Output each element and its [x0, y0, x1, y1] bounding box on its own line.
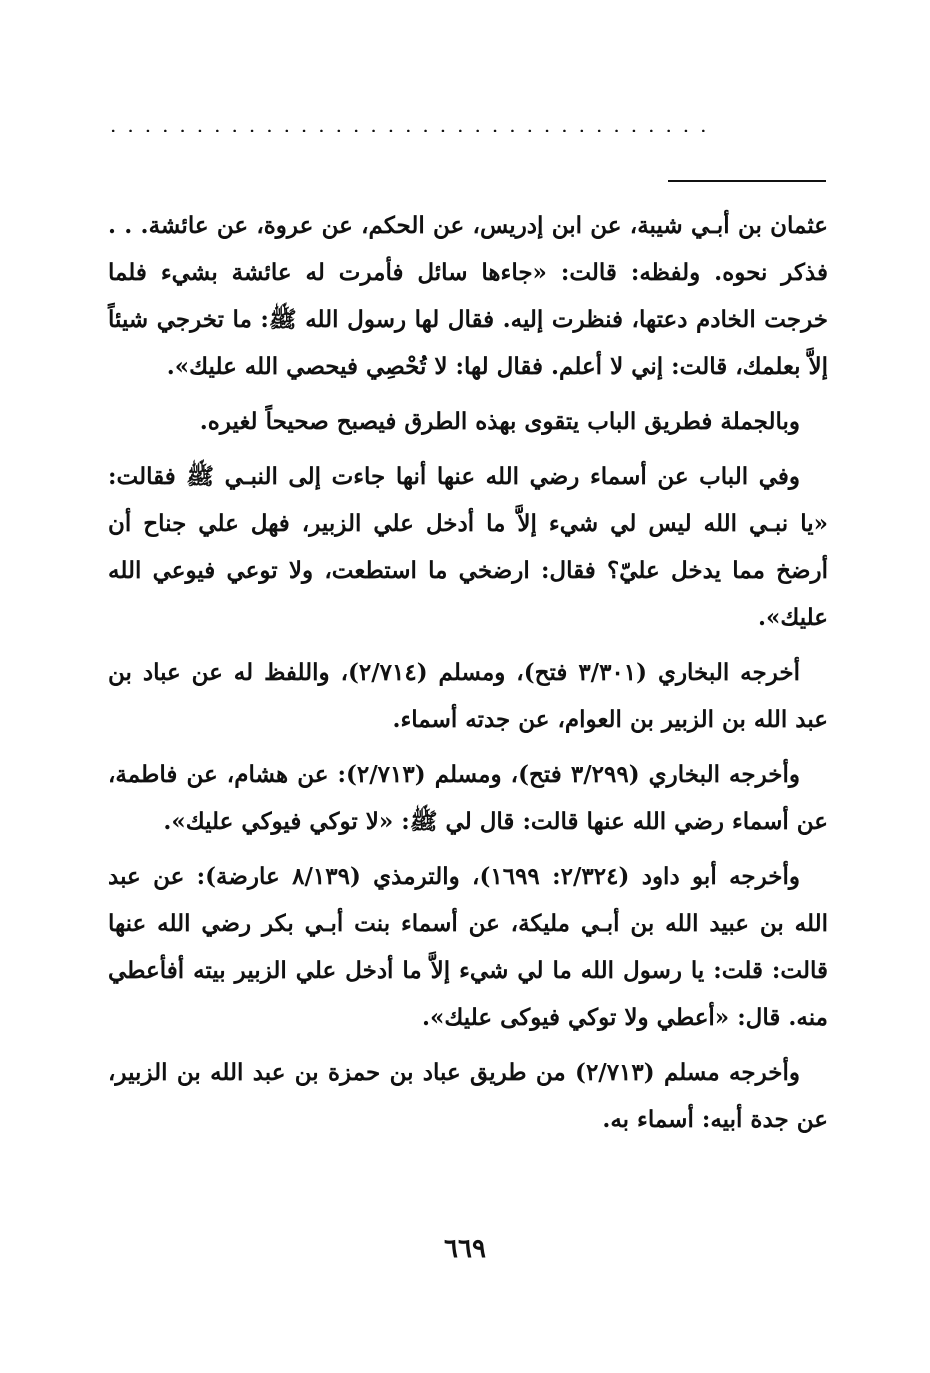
paragraph-2: وبالجملة فطريق الباب يتقوى بهذه الطرق فيصبح صحيحاً لغيره.	[199, 408, 800, 435]
footnote-body	[108, 202, 828, 1151]
paragraph-6: وأخرجه أبو داود (٢/٣٢٤: ١٦٩٩)، والترمذي (٨/١٣٩ عارضة): عن عبد الله بن عبيد الله بن أبـي مليكة، عن أسماء بنت أبـي بكر رضي الله عنها قالت: قلت: يا رسول الله ما لي شيء إلاَّ ما أدخل علي الزبير بيته أفأعطي منه. قال: «أعطي ولا توكي فيوكى عليك».	[108, 863, 828, 1031]
paragraph-3: وفي الباب عن أسماء رضي الله عنها أنها جاءت إلى النبـي ﷺ فقالت: «يا نبـي الله ليس لي شيء إلاَّ ما أدخل علي الزبير، فهل علي جناح أن أرضخ مما يدخل عليّ؟ فقال: ارضخي ما استطعت، ولا توعي فيوعي الله عليك».	[108, 463, 828, 631]
paragraph-4: أخرجه البخاري (٣/٣٠١ فتح)، ومسلم (٢/٧١٤)، واللفظ له عن عباد بن عبد الله بن الزبير بن العوام، عن جدته أسماء.	[108, 659, 828, 733]
footnote-rule	[668, 180, 826, 182]
dotted-separator: ...................................	[110, 118, 718, 132]
page-number: ٦٦٩	[444, 1234, 486, 1264]
paragraph-1: عثمان بن أبـي شيبة، عن ابن إدريس، عن الحكم، عن عروة، عن عائشة. . . فذكر نحوه. ولفظه: قالت: «جاءها سائل فأمرت له عائشة بشيء فلما خرجت الخادم دعتها، فنظرت إليه. فقال لها رسول الله ﷺ: ما تخرجي شيئاً إلاَّ بعلمك، قالت: إني لا أعلم. فقال لها: لا تُحْصِي فيحصي الله عليك».	[108, 212, 828, 380]
paragraph-5: وأخرجه البخاري (٣/٢٩٩ فتح)، ومسلم (٢/٧١٣): عن هشام، عن فاطمة، عن أسماء رضي الله عنها قالت: قال لي ﷺ: «لا توكي فيوكي عليك».	[108, 761, 828, 835]
paragraph-7: وأخرجه مسلم (٢/٧١٣) من طريق عباد بن حمزة بن عبد الله بن الزبير، عن جدة أبيه: أسماء به.	[108, 1059, 828, 1133]
